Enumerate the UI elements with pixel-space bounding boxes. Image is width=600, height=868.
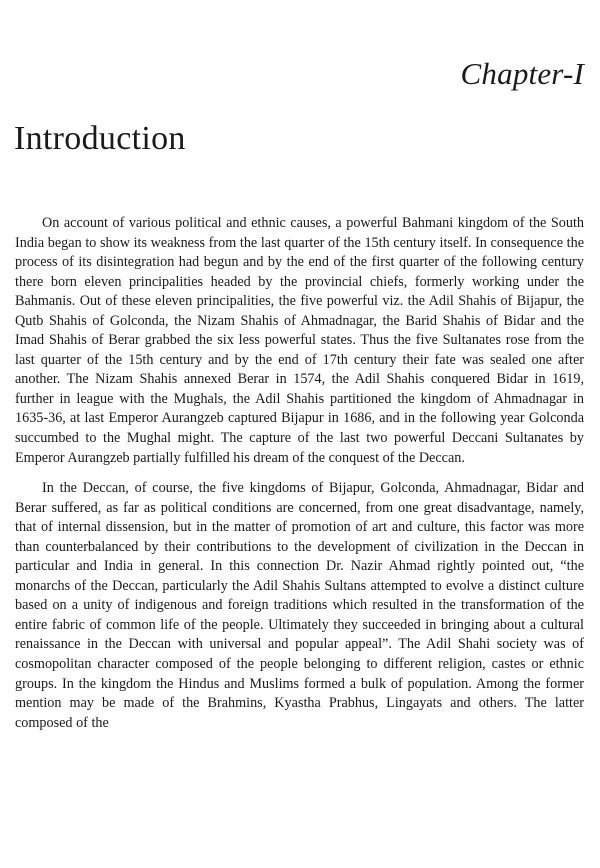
- body-text: [15, 214, 584, 733]
- chapter-title: Introduction: [14, 120, 186, 157]
- paragraph-1: On account of various political and ethnic causes, a powerful Bahmani kingdom of the South India began to show its weakness from the last quarter of the 15th century itself. In consequence the process of its disintegration had begun and by the end of the first quarter of the following century there born eleven principalities headed by the provincial chiefs, formerly working under the Bahmanis. Out of these eleven principalities, the five powerful viz. the Adil Shahis of Bijapur, the Qutb Shahis of Golconda, the Nizam Shahis of Ahmadnagar, the Barid Shahis of Bidar and the Imad Shahis of Berar grabbed the six less powerful states. Thus the five Sultanates rose from the last quarter of the 15th century and by the end of 17th century their fate was sealed one after another. The Nizam Shahis annexed Berar in 1574, the Adil Shahis conquered Bidar in 1619, further in league with the Mughals, the Adil Shahis partitioned the kingdom of Ahmadnagar in 1635-36, at last Emperor Aurangzeb captured Bijapur in 1686, and in the following year Golconda succumbed to the Mughal might. The capture of the last two powerful Deccani Sultanates by Emperor Aurangzeb partially fulfilled his dream of the conquest of the Deccan.: [15, 215, 584, 466]
- chapter-label: Chapter-I: [460, 56, 584, 91]
- paragraph-2: In the Deccan, of course, the five kingdoms of Bijapur, Golconda, Ahmadnagar, Bidar and Berar suffered, as far as political conditions are concerned, from one great disadvantage, namely, that of internal dissension, but in the matter of promotion of art and culture, this factor was more than counterbalanced by their contributions to the development of civilization in the Deccan in particular and India in general. In this connection Dr. Nazir Ahmad rightly pointed out, “the monarchs of the Deccan, particularly the Adil Shahis Sultans attempted to evolve a distinct culture based on a unity of indigenous and foreign traditions which resulted in the transformation of the entire fabric of common life of the people. Ultimately they succeeded in bringing about a cultural renaissance in the Deccan with universal and popular appeal”. The Adil Shahi society was of cosmopolitan character composed of the people belonging to different religion, castes or ethnic groups. In the kingdom the Hindus and Muslims formed a bulk of population. Among the former mention may be made of the Brahmins, Kyastha Prabhus, Lingayats and others. The latter composed of the: [15, 480, 584, 731]
